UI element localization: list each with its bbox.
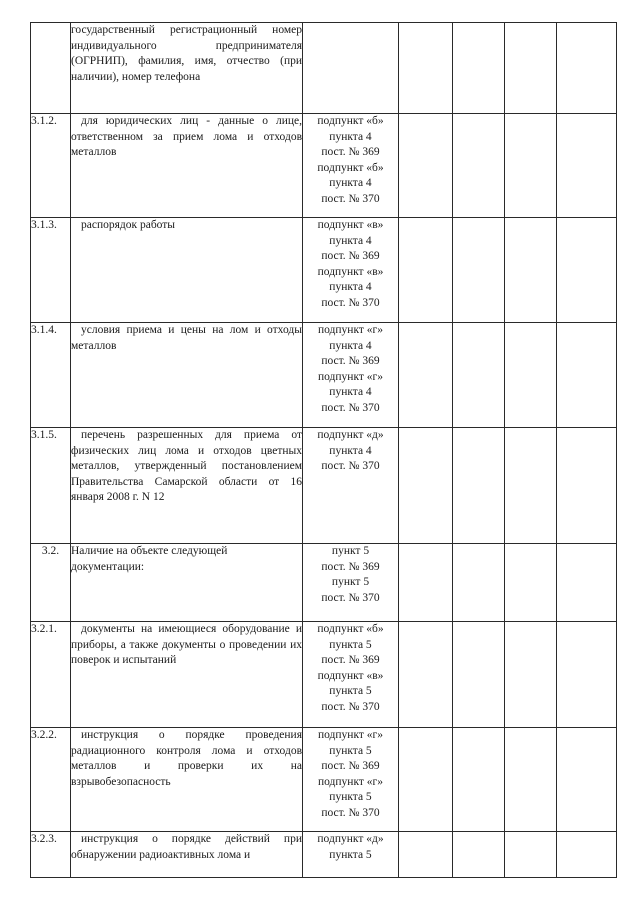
answer-cell bbox=[399, 832, 453, 878]
reference-line: пост. № 370 bbox=[321, 401, 380, 414]
reference-line: пункта 4 bbox=[329, 444, 372, 457]
row-number: 3.1.3. bbox=[31, 218, 71, 323]
reference-line: подпункт «б» bbox=[317, 161, 384, 174]
answer-cell bbox=[557, 728, 617, 832]
legal-reference bbox=[303, 544, 399, 622]
answer-cell bbox=[557, 114, 617, 218]
reference-line: подпункт «д» bbox=[317, 833, 384, 845]
answer-cell bbox=[399, 544, 453, 622]
requirement-text-content: государственный регистрационный номер индивидуального предпринимателя (ОГРНИП), фамилия, имя, отчество (при наличии), номер телефона bbox=[71, 24, 302, 83]
requirement-text-content: Наличие на объекте следующей документации: bbox=[71, 545, 228, 573]
requirement-text-content: для юридических лиц - данные о лице, ответственном за прием лома и отходов металлов bbox=[71, 115, 302, 159]
answer-cell bbox=[505, 23, 557, 114]
answer-cell bbox=[399, 428, 453, 544]
reference-line: пост. № 370 bbox=[321, 591, 380, 604]
reference-line: пост. № 370 bbox=[321, 700, 380, 713]
requirement-text bbox=[71, 428, 303, 544]
requirement-text bbox=[71, 23, 303, 114]
table-row bbox=[31, 23, 617, 114]
table-row bbox=[31, 622, 617, 728]
answer-cell bbox=[557, 544, 617, 622]
row-number: 3.2.3. bbox=[31, 832, 71, 878]
answer-cell bbox=[505, 218, 557, 323]
answer-cell bbox=[453, 23, 505, 114]
reference-line: подпункт «д» bbox=[317, 429, 384, 441]
row-number: 3.2.1. bbox=[31, 622, 71, 728]
reference-line: пункта 5 bbox=[329, 685, 372, 698]
answer-cell bbox=[453, 218, 505, 323]
reference-line: пункта 4 bbox=[329, 386, 372, 399]
answer-cell bbox=[505, 544, 557, 622]
reference-line: подпункт «г» bbox=[317, 324, 384, 336]
answer-cell bbox=[557, 218, 617, 323]
row-number: 3.1.4. bbox=[31, 323, 71, 428]
reference-line: пост. № 370 bbox=[321, 806, 380, 819]
table-row bbox=[31, 323, 617, 428]
reference-line: подпункт «б» bbox=[317, 115, 384, 127]
reference-line: пост. № 370 bbox=[321, 192, 380, 205]
legal-reference bbox=[303, 728, 399, 832]
requirement-text-content: условия приема и цены на лом и отходы металлов bbox=[71, 324, 302, 352]
answer-cell bbox=[557, 23, 617, 114]
row-number: 3.2. bbox=[31, 544, 71, 622]
requirement-text-content: инструкция о порядке действий при обнаружении радиоактивных лома и bbox=[71, 833, 302, 861]
answer-cell bbox=[557, 428, 617, 544]
answer-cell bbox=[453, 622, 505, 728]
reference-line: пункта 5 bbox=[329, 791, 372, 804]
reference-line: пункта 5 bbox=[329, 638, 372, 651]
reference-line: подпункт «в» bbox=[317, 265, 384, 278]
reference-line: пункт 5 bbox=[331, 545, 370, 557]
reference-line: подпункт «г» bbox=[317, 775, 384, 788]
requirement-text-content: распорядок работы bbox=[81, 219, 176, 231]
reference-line: пост. № 369 bbox=[321, 760, 380, 773]
answer-cell bbox=[399, 23, 453, 114]
answer-cell bbox=[505, 323, 557, 428]
answer-cell bbox=[557, 832, 617, 878]
answer-cell bbox=[399, 728, 453, 832]
legal-reference bbox=[303, 114, 399, 218]
requirement-text bbox=[71, 114, 303, 218]
row-number: 3.1.2. bbox=[31, 114, 71, 218]
answer-cell bbox=[557, 323, 617, 428]
legal-reference bbox=[303, 428, 399, 544]
reference-line: пункта 4 bbox=[329, 339, 372, 352]
requirement-text bbox=[71, 728, 303, 832]
answer-cell bbox=[505, 832, 557, 878]
table-row bbox=[31, 728, 617, 832]
answer-cell bbox=[453, 728, 505, 832]
table-row bbox=[31, 832, 617, 878]
reference-line: пункта 4 bbox=[329, 234, 372, 247]
requirement-text bbox=[71, 544, 303, 622]
reference-line: пост. № 370 bbox=[321, 296, 380, 309]
reference-line: пункта 5 bbox=[329, 848, 372, 861]
answer-cell bbox=[505, 622, 557, 728]
reference-line: пост. № 369 bbox=[321, 146, 380, 159]
reference-line: подпункт «в» bbox=[317, 219, 384, 231]
requirement-text bbox=[71, 832, 303, 878]
answer-cell bbox=[399, 218, 453, 323]
reference-line: подпункт «г» bbox=[317, 370, 384, 383]
reference-line: пост. № 369 bbox=[321, 355, 380, 368]
reference-line: пост. № 370 bbox=[321, 460, 380, 473]
answer-cell bbox=[505, 114, 557, 218]
requirement-text-content: инструкция о порядке проведения радиационного контроля лома и отходов металлов и проверки их на взрывобезопасность bbox=[71, 729, 302, 788]
requirement-text-content: перечень разрешенных для приема от физических лиц лома и отходов цветных металлов, утвержденный постановлением Правительства Самарской области от 16 января 2008 г. N 12 bbox=[71, 429, 302, 504]
answer-cell bbox=[505, 428, 557, 544]
legal-reference bbox=[303, 832, 399, 878]
legal-reference bbox=[303, 218, 399, 323]
answer-cell bbox=[399, 622, 453, 728]
answer-cell bbox=[505, 728, 557, 832]
reference-line: пост. № 369 bbox=[321, 654, 380, 667]
table-row bbox=[31, 114, 617, 218]
reference-line: пункта 5 bbox=[329, 744, 372, 757]
row-number: 3.2.2. bbox=[31, 728, 71, 832]
answer-cell bbox=[453, 832, 505, 878]
table-row bbox=[31, 218, 617, 323]
reference-line: подпункт «б» bbox=[317, 623, 384, 635]
table-row bbox=[31, 428, 617, 544]
legal-reference bbox=[303, 23, 399, 114]
reference-line: пост. № 369 bbox=[321, 250, 380, 263]
requirement-text bbox=[71, 323, 303, 428]
answer-cell bbox=[453, 544, 505, 622]
reference-line: пункт 5 bbox=[331, 576, 370, 589]
legal-reference bbox=[303, 323, 399, 428]
requirement-text-content: документы на имеющиеся оборудование и приборы, а также документы о проведении их поверок и испытаний bbox=[71, 623, 302, 667]
answer-cell bbox=[399, 114, 453, 218]
row-number: 3.1.5. bbox=[31, 428, 71, 544]
answer-cell bbox=[399, 323, 453, 428]
reference-line: подпункт «в» bbox=[317, 669, 384, 682]
requirement-text bbox=[71, 622, 303, 728]
answer-cell bbox=[557, 622, 617, 728]
requirement-text bbox=[71, 218, 303, 323]
legal-reference bbox=[303, 622, 399, 728]
answer-cell bbox=[453, 114, 505, 218]
reference-line: пост. № 369 bbox=[321, 560, 380, 573]
reference-line: пункта 4 bbox=[329, 177, 372, 190]
reference-line: подпункт «г» bbox=[317, 729, 384, 741]
reference-line: пункта 4 bbox=[329, 281, 372, 294]
reference-line: пункта 4 bbox=[329, 130, 372, 143]
answer-cell bbox=[453, 428, 505, 544]
answer-cell bbox=[453, 323, 505, 428]
row-number bbox=[31, 23, 71, 114]
checklist-table bbox=[30, 22, 617, 878]
table-row bbox=[31, 544, 617, 622]
